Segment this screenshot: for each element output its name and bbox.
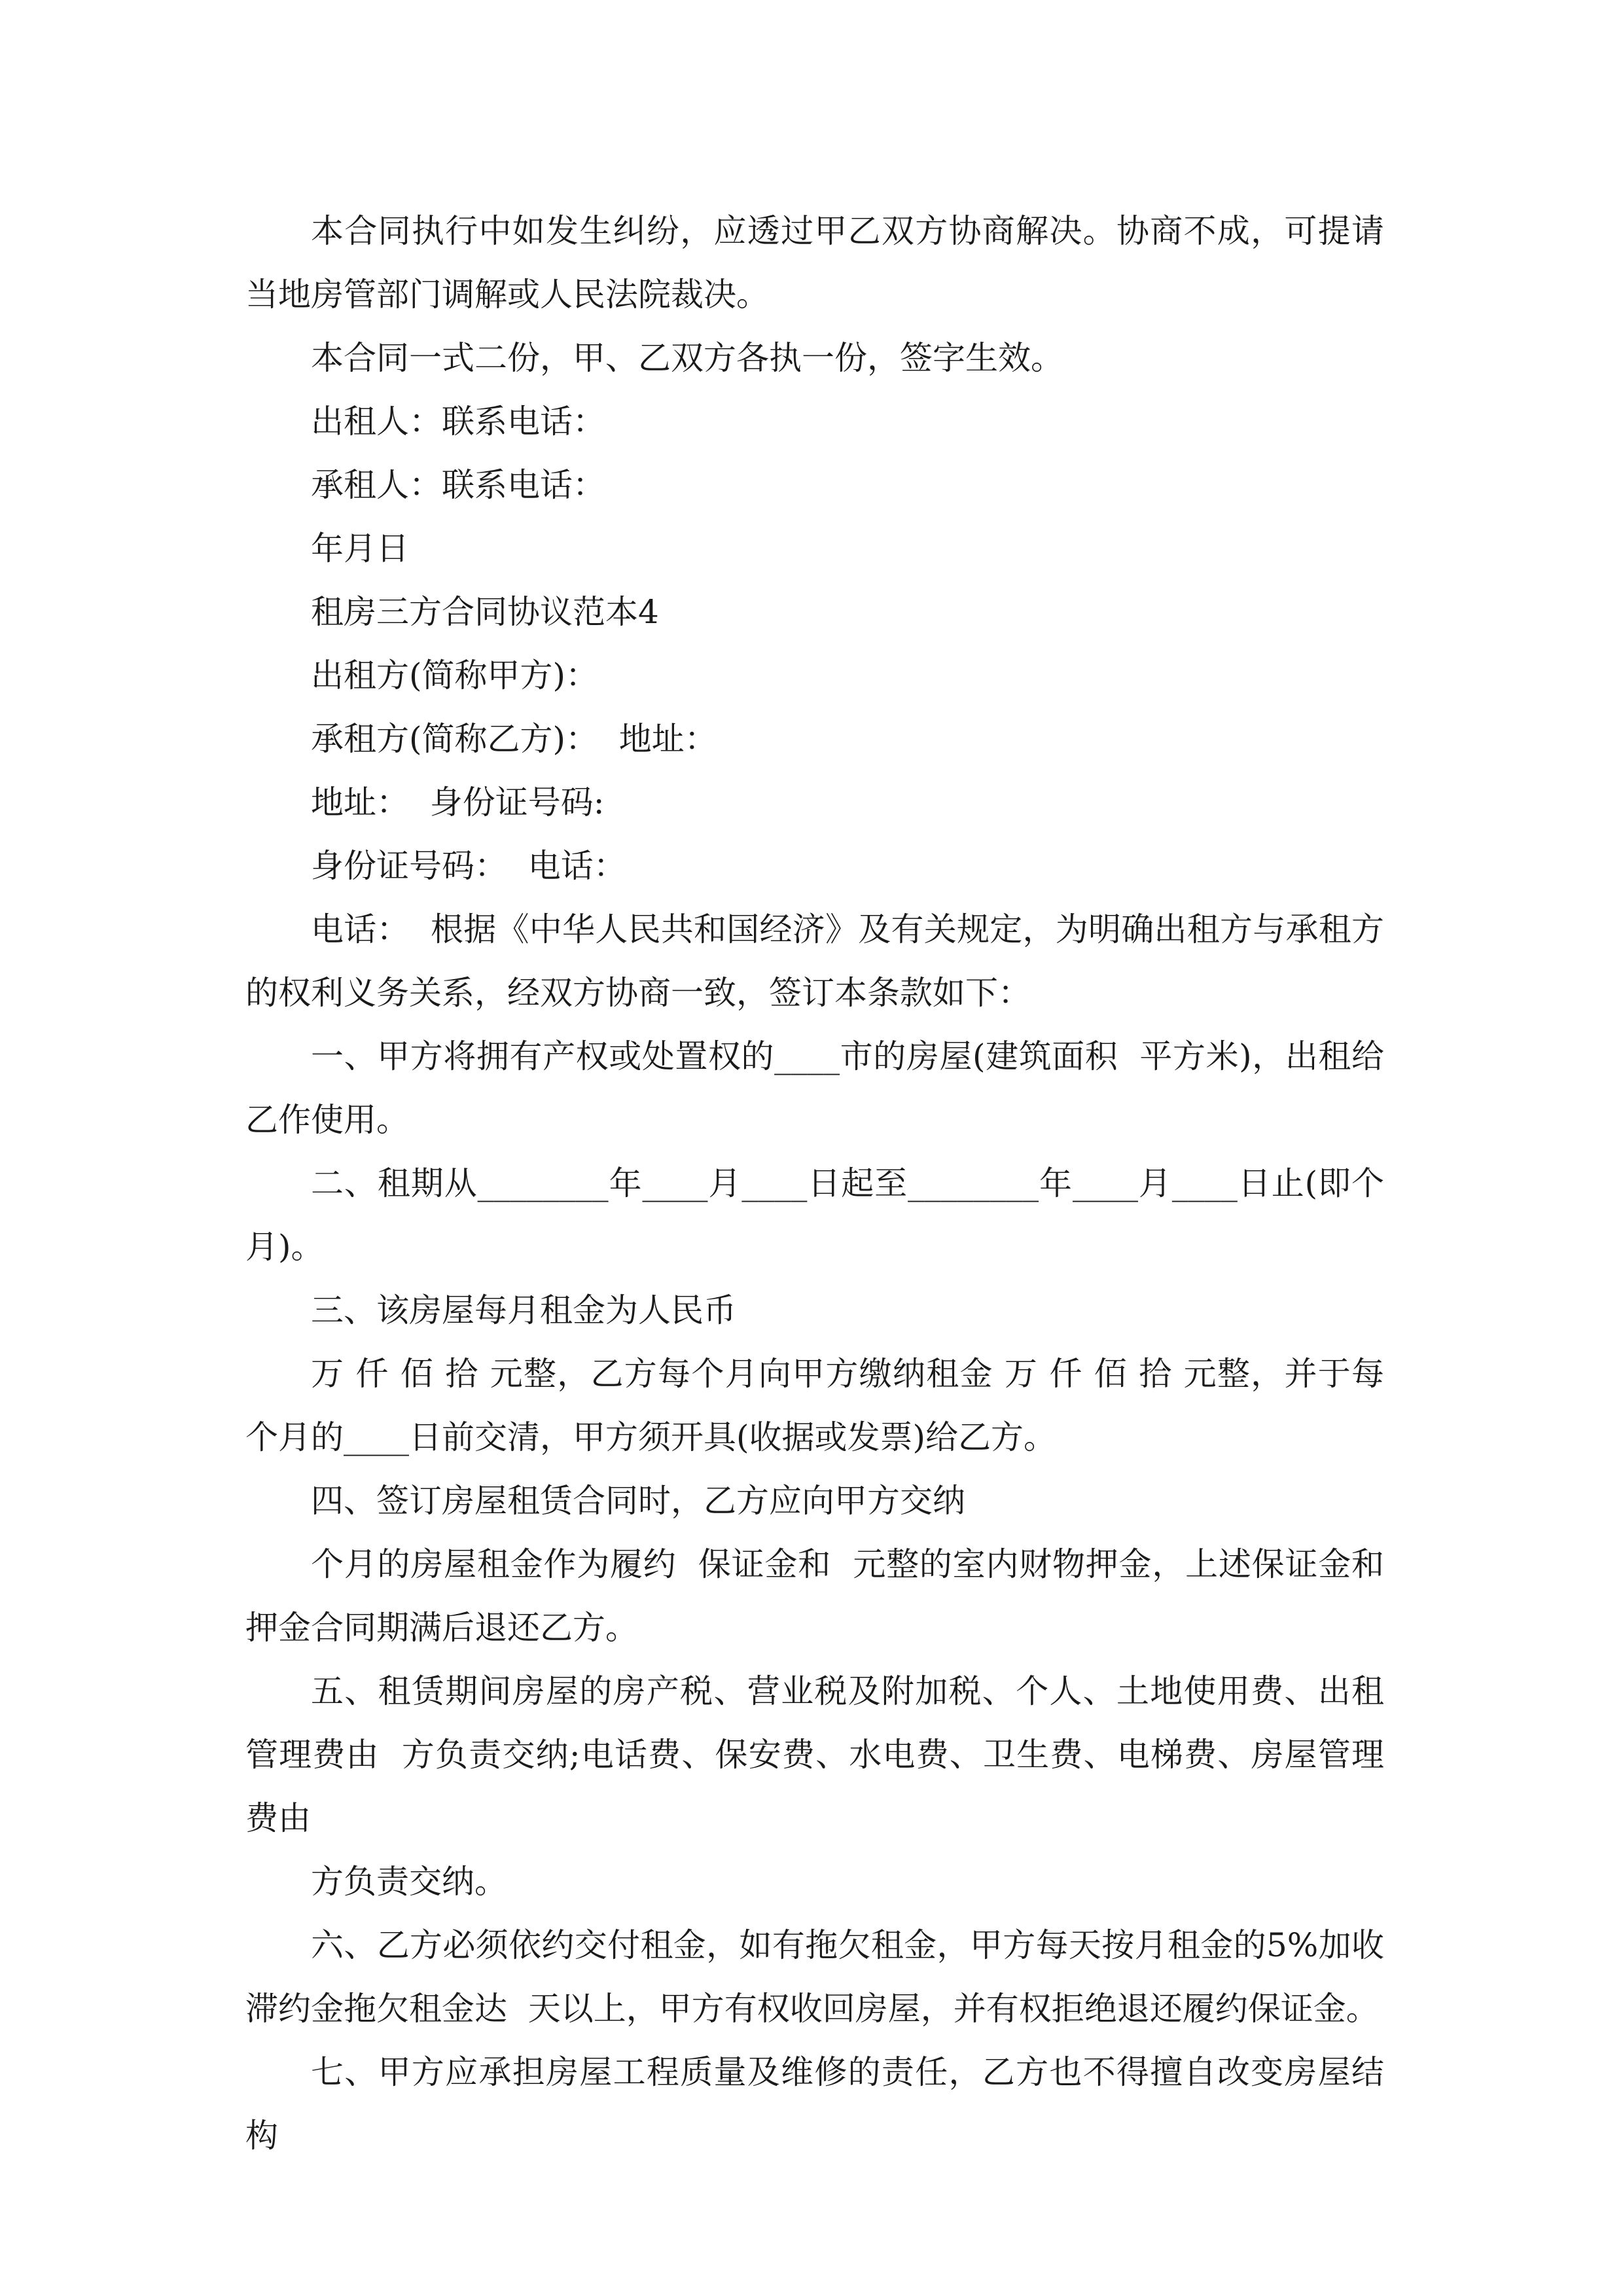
paragraph-address-id: 地址： 身份证号码: (311, 783, 605, 821)
clause-4-continued: 个月的房屋租金作为履约 保证金和 元整的室内财物押金，上述保证金和押金合同期满后退还乙方。 (245, 1545, 1384, 1647)
clause-2: 二、租期从________年____月____日起至________年____月____日止(即个月)。 (245, 1164, 1384, 1266)
paragraph-copies: 本合同一式二份，甲、乙双方各执一份，签字生效。 (311, 339, 1063, 377)
clause-4: 四、签订房屋租赁合同时，乙方应向甲方交纳 (311, 1482, 965, 1520)
clause-3-continued: 万 仟 佰 拾 元整，乙方每个月向甲方缴纳租金 万 仟 佰 拾 元整，并于每个月的____日前交清，甲方须开具(收据或发票)给乙方。 (245, 1355, 1384, 1456)
paragraph-lessor: 出租方(简称甲方)： (311, 656, 599, 694)
clause-7: 七、甲方应承担房屋工程质量及维修的责任，乙方也不得擅自改变房屋结构 (245, 2053, 1384, 2155)
clause-3: 三、该房屋每月租金为人民币 (311, 1291, 736, 1329)
paragraph-lessee-contact: 承租人：联系电话： (311, 466, 605, 504)
contract-text (245, 200, 1384, 2168)
clause-5-continued: 方负责交纳。 (311, 1863, 507, 1901)
paragraph-lessor-contact: 出租人：联系电话： (311, 403, 605, 440)
section-title: 租房三方合同协议范本4 (311, 593, 659, 631)
paragraph-id-phone: 身份证号码： 电话： (311, 847, 626, 885)
clause-6: 六、乙方必须依约交付租金，如有拖欠租金，甲方每天按月租金的5%加收滞约金拖欠租金达 天以上，甲方有权收回房屋，并有权拒绝退还履约保证金。 (245, 1926, 1384, 2028)
clause-5: 五、租赁期间房屋的房产税、营业税及附加税、个人、土地使用费、出租管理费由 方负责交纳;电话费、保安费、水电费、卫生费、电梯费、房屋管理费由 (245, 1672, 1384, 1837)
paragraph-preamble: 电话： 根据《中华人民共和国经济》及有关规定，为明确出租方与承租方的权利义务关系，经双方协商一致，签订本条款如下： (245, 910, 1384, 1012)
paragraph-date: 年月日 (311, 529, 409, 567)
clause-1: 一、甲方将拥有产权或处置权的____市的房屋(建筑面积 平方米)，出租给乙作使用。 (245, 1037, 1384, 1139)
paragraph-lessee-address: 承租方(简称乙方)： 地址： (311, 720, 717, 758)
paragraph-dispute-resolution: 本合同执行中如发生纠纷，应透过甲乙双方协商解决。协商不成，可提请当地房管部门调解或人民法院裁决。 (245, 212, 1384, 314)
